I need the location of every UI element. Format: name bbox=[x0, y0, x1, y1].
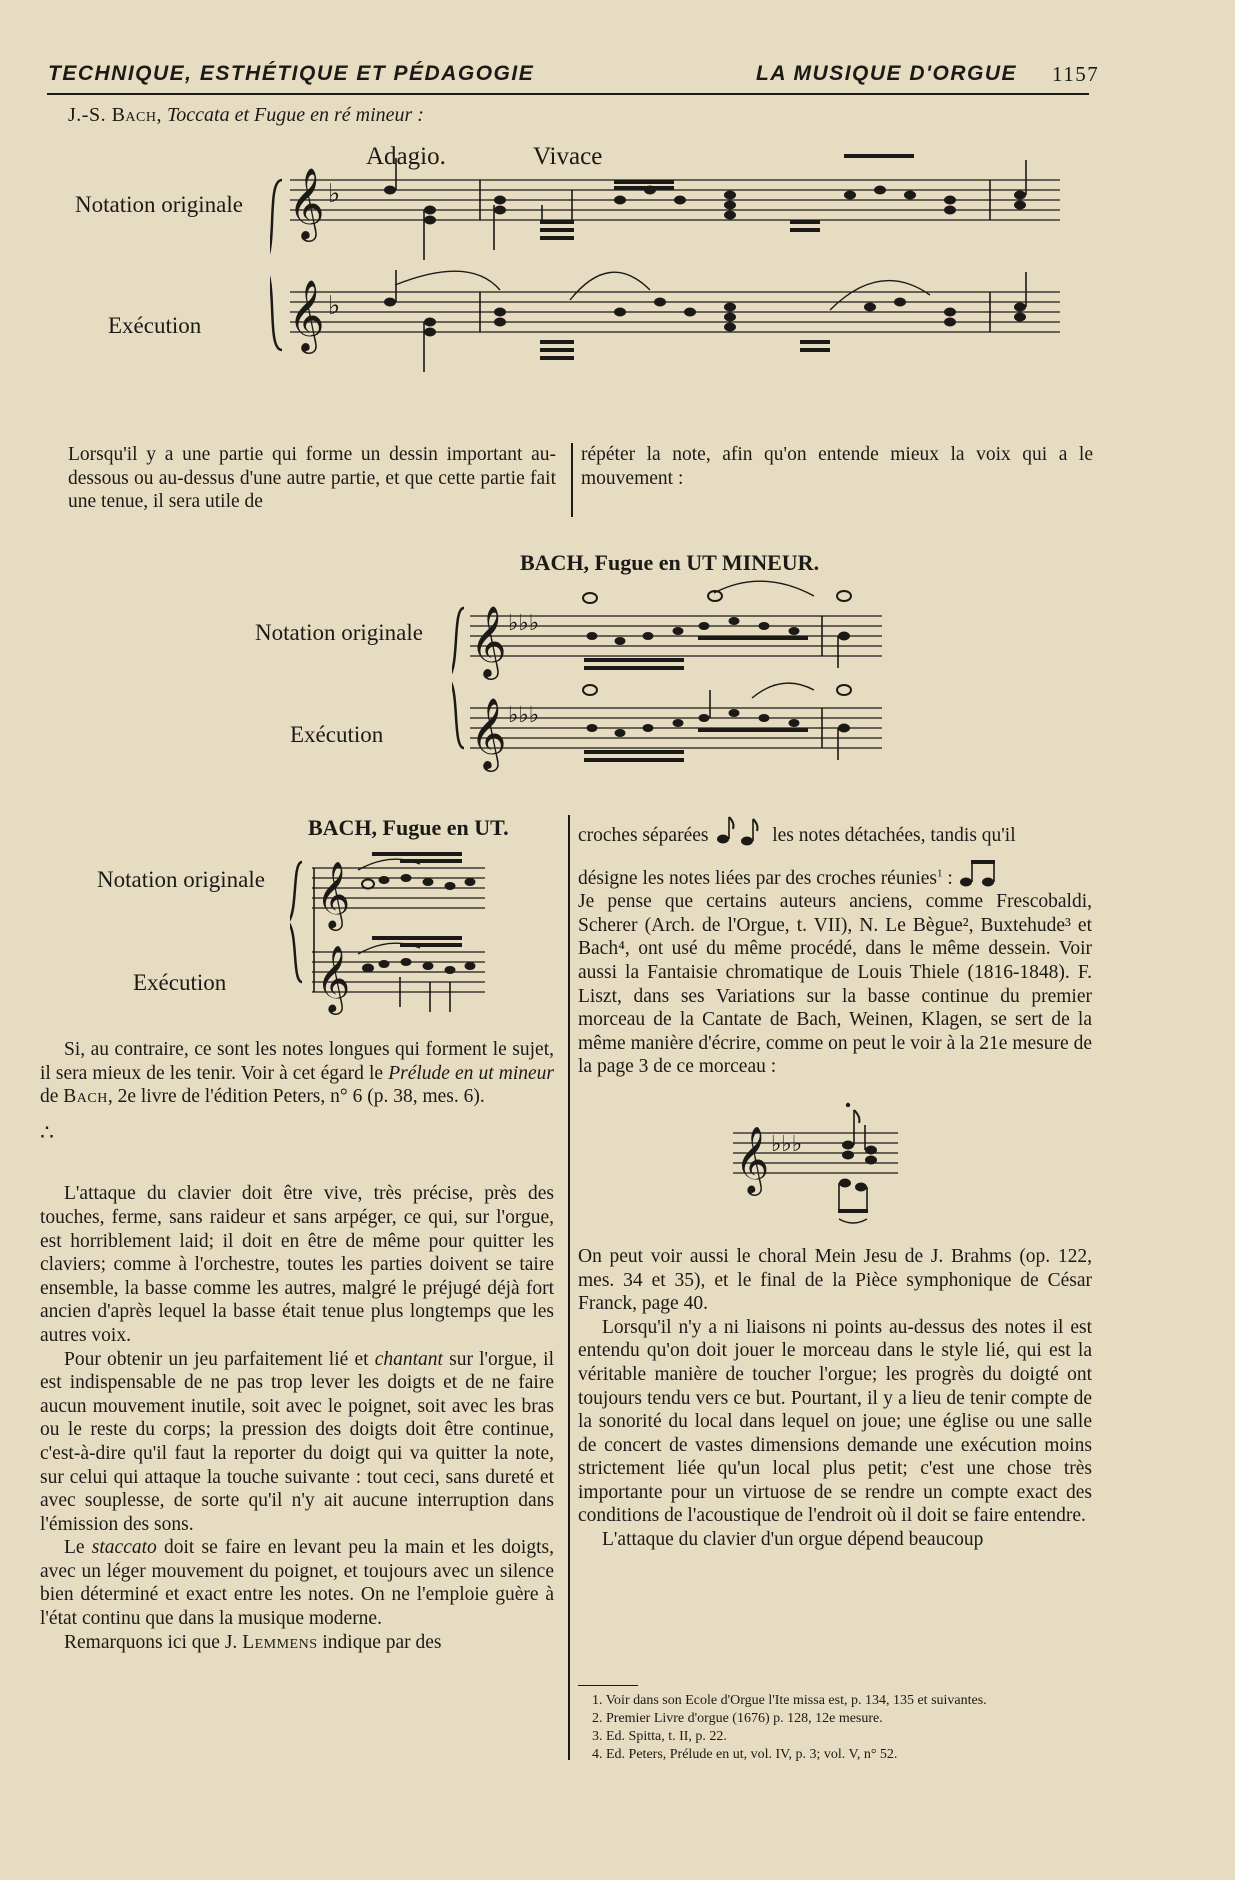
example3-notes bbox=[358, 852, 476, 1012]
example3-score bbox=[290, 842, 490, 1022]
beamed-eighths-icon bbox=[958, 858, 998, 890]
paragraph-left-1: Lorsqu'il y a une partie qui forme un dessin important au-dessous ou au-dessus d'une autre partie, et que cette partie fait une tenue, il sera utile de bbox=[68, 444, 556, 513]
paragraph: On peut voir aussi le choral Mein Jesu de J. Brahms (op. 122, mes. 34 et 35), et le final de la Pièce symphonique de César Franck, page 40. bbox=[578, 1245, 1092, 1315]
header-rule bbox=[47, 93, 1089, 95]
example1-score bbox=[270, 150, 1070, 410]
column-rule bbox=[568, 815, 570, 1760]
paragraph: Remarquons ici que J. Lemmens indique par des bbox=[64, 1631, 442, 1653]
paragraph: désigne les notes liées par des croches réunies$^1$ : bbox=[578, 858, 1092, 891]
treble-clef-icon: 𝄞 bbox=[288, 278, 325, 351]
treble-clef-icon: 𝄞 bbox=[470, 696, 507, 769]
example1-brace bbox=[270, 180, 282, 350]
example1-label-execution: Exécution bbox=[108, 313, 202, 338]
example2-label-execution: Exécution bbox=[290, 722, 384, 747]
paragraph: croches séparées les notes détachées, tandis qu'il bbox=[578, 815, 1092, 848]
flat-icon: ♭♭♭ bbox=[508, 611, 540, 636]
example2-brace bbox=[452, 608, 464, 748]
treble-clef-icon: 𝄞 bbox=[288, 166, 325, 239]
flat-icon: ♭♭♭ bbox=[771, 1130, 803, 1156]
footnote: 1. Voir dans son Ecole d'Orgue l'Ite missa est, p. 134, 135 et suivantes. bbox=[592, 1693, 987, 1708]
paragraph: Si, au contraire, ce sont les notes longues qui forment le sujet, il sera mieux de les tenir. Voir à cet égard le Prélude en ut mineur de Bach, 2e livre de l'édition Peters, n° 6 (p. 38, mes. 6). bbox=[40, 1039, 554, 1108]
paragraph: L'attaque du clavier doit être vive, très précise, près des touches, ferme, sans raideur et sans arpéger, ce qui, sur l'orgue, est horriblement laid; il doit en être de même pour quitter les claviers; comme à l'orchestre, toutes les parties doivent se taire ensemble, la basse comme les autres, malgré le préjugé déjà fort ancien d'après lequel la basse était tenue plus longtemps que les autres voix. bbox=[40, 1183, 554, 1346]
treble-clef-icon: 𝄞 bbox=[316, 944, 351, 1012]
paragraph: L'attaque du clavier d'un orgue dépend beaucoup bbox=[602, 1529, 984, 1551]
footnote: 3. Ed. Spitta, t. II, p. 22. bbox=[592, 1729, 727, 1744]
paragraph: Je pense que certains auteurs anciens, comme Frescobaldi, Scherer (Arch. de l'Orgue, t. VII), N. Le Bègue², Buxtehude³ et Bach⁴, ont usé du même procédé, dans le même dessein. Voir aussi la Fantaisie chromatique de Louis Thiele (1816-1848). F. Liszt, dans ses Variations sur la basse continue du premier morceau de la Cantate de Bach, Weinen, Klagen, se sert de la même manière d'écrire, comme on peut le voir à la 21e mesure de la page 3 de ce morceau : bbox=[578, 891, 1092, 1078]
right-column bbox=[578, 815, 1092, 1552]
separated-eighths-icon bbox=[713, 815, 767, 847]
running-head-left: TECHNIQUE, ESTHÉTIQUE ET PÉDAGOGIE bbox=[48, 62, 535, 85]
paragraph: Lorsqu'il n'y a ni liaisons ni points au-dessus des notes il est entendu qu'on doit jouer le morceau dans le style lié, qui est la véritable manière de toucher l'orgue; les progrès du doigté ont toujours tendu vers ce but. Pourtant, il y a lieu de tenir compte de la sonorité du local dans lequel on joue; une église ou une salle de concert de vastes dimensions demande une exécution moins strictement liée qu'un local plus petit; c'est une chose très importante pour un virtuose de se rendre un compte exact des conditions de l'acoustique de l'endroit où il doit se faire entendre. bbox=[578, 1316, 1092, 1527]
footnotes bbox=[578, 1685, 1092, 1764]
page-number: 1157 bbox=[1052, 62, 1100, 86]
flat-icon: ♭♭♭ bbox=[508, 703, 540, 728]
section-separator: ∴ bbox=[40, 1119, 54, 1145]
example2-notes bbox=[583, 581, 851, 762]
paragraph: Le staccato doit se faire en levant peu la main et les doigts, avec un léger mouvement du poignet, et toujours avec un silence bien déterminé et exact entre les notes. On ne l'emploie guère à l'état continu que dans la musique moderne. bbox=[40, 1537, 554, 1630]
column-rule bbox=[571, 443, 573, 517]
example3-title: BACH, Fugue en UT. bbox=[308, 815, 509, 840]
example3-label-execution: Exécution bbox=[133, 970, 227, 995]
flat-icon: ♭ bbox=[328, 291, 341, 321]
example2-label-original: Notation originale bbox=[255, 620, 423, 645]
paragraph: Pour obtenir un jeu parfaitement lié et chantant sur l'orgue, il est indispensable de ne pas trop lever les doigts et de ne faire aucun mouvement inutile, soit avec le poignet, soit avec les bras ou le reste du corps; la pression des doigts doit être continue, c'est-à-dire qu'il faut la reporter du doigt qui va quitter la note, sur celui qui attaque la touche suivante : tout ceci, sans dureté et avec souplesse, de sorte qu'il n'y ait aucune interruption dans l'émission des sons. bbox=[40, 1348, 554, 1535]
example1-label-original: Notation originale bbox=[75, 192, 243, 217]
liszt-example bbox=[578, 1079, 1092, 1245]
example3-brace bbox=[290, 862, 302, 982]
running-head-right: LA MUSIQUE D'ORGUE bbox=[756, 62, 1018, 85]
footnote-rule bbox=[578, 1685, 638, 1686]
example2-score bbox=[452, 578, 892, 778]
flat-icon: ♭ bbox=[328, 179, 341, 209]
footnote: 4. Ed. Peters, Prélude en ut, vol. IV, p. 3; vol. V, n° 52. bbox=[592, 1747, 898, 1762]
liszt-score bbox=[733, 1085, 903, 1235]
left-column bbox=[40, 1038, 554, 1654]
example3-label-original: Notation originale bbox=[97, 867, 265, 892]
tempo-vivace: Vivace bbox=[533, 143, 603, 170]
paragraph-right-1: répéter la note, afin qu'on entende mieux la voix qui a le mouvement : bbox=[581, 444, 1093, 489]
example1-heading: J.-S. Bach, Toccata et Fugue en ré mineur : bbox=[68, 104, 424, 126]
example2-title: BACH, Fugue en UT MINEUR. bbox=[520, 550, 820, 575]
treble-clef-icon: 𝄞 bbox=[735, 1124, 770, 1193]
treble-clef-icon: 𝄞 bbox=[470, 604, 507, 677]
footnote: 2. Premier Livre d'orgue (1676) p. 128, 12e mesure. bbox=[592, 1711, 883, 1726]
treble-clef-icon: 𝄞 bbox=[316, 860, 351, 928]
tempo-adagio: Adagio. bbox=[366, 143, 446, 170]
